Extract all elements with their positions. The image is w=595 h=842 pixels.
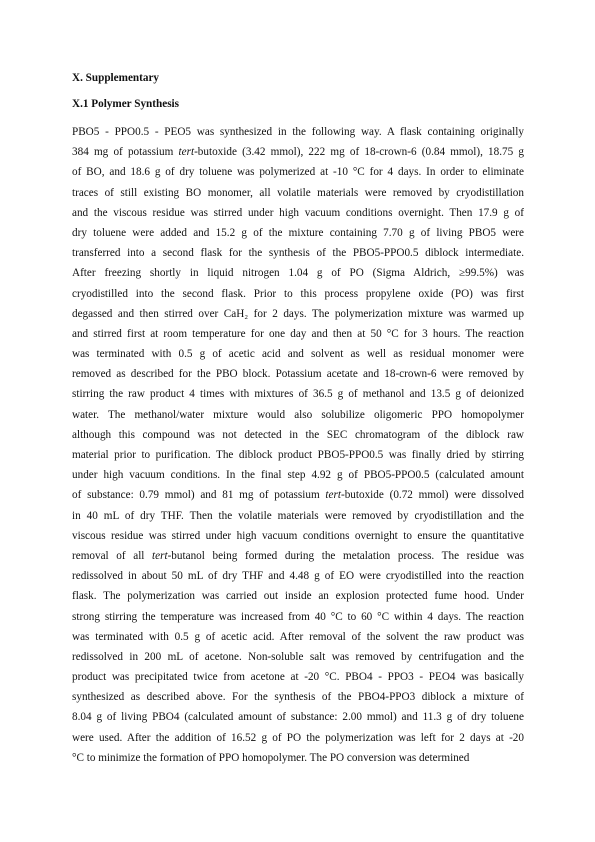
paragraph-line: PBO5 - PPO0.5 - PEO5 was synthesized in the following way. A flask containing originally [72, 126, 524, 138]
section-title: X. Supplementary [72, 72, 160, 84]
paragraph-line: synthesized as described above. For the synthesis of the PBO4-PPO3 diblock a mixture of [72, 691, 524, 704]
paragraph-line: removal of all tert-butanol being formed during the metalation process. The residue was [72, 549, 524, 562]
paragraph-line: was terminated with 0.5 g of acetic acid and solvent as well as residual monomer were [72, 348, 524, 361]
paragraph-line: redissolved in 200 mL of acetone. Non-soluble salt was removed by centrifugation and the [72, 650, 524, 663]
paragraph-line: product was precipitated twice from acetone at -20 °C. PBO4 - PPO3 - PEO4 was basically [72, 671, 524, 684]
subsection-title: X.1 Polymer Synthesis [72, 98, 180, 110]
paragraph-line: and stirred first at room temperature for one day and then at 50 °C for 3 hours. The reaction [72, 327, 524, 340]
paragraph-line: water. The methanol/water mixture would also solubilize oligomeric PPO homopolymer [72, 408, 524, 421]
paragraph-line: and the viscous residue was stirred under high vacuum conditions overnight. Then 17.9 g of [72, 206, 524, 219]
paragraph-line: viscous residue was stirred under high vacuum conditions overnight to ensure the quantitative [72, 529, 524, 542]
paragraph-line: After freezing shortly in liquid nitrogen 1.04 g of PO (Sigma Aldrich, ≥99.5%) was [72, 267, 524, 280]
paragraph-line: strong stirring the temperature was increased from 40 °C to 60 °C within 4 days. The reaction [72, 610, 524, 623]
paragraph-line: flask. The polymerization was carried out inside an explosion protected fume hood. Under [72, 590, 524, 603]
paragraph-line: although this compound was not detected in the SEC chromatogram of the diblock raw [72, 428, 524, 441]
paragraph-line: under high vacuum conditions. In the final step 4.92 g of PBO5-PPO0.5 (calculated amount [72, 469, 524, 482]
body-paragraph [72, 122, 524, 768]
paragraph-line: degassed and then stirred over CaH₂ for 2 days. The polymerization mixture was warmed up [72, 307, 524, 320]
paragraph-line: cryodistilled into the second flask. Prior to this process propylene oxide (PO) was first [72, 287, 524, 300]
paragraph-line: redissolved in about 50 mL of dry THF and 4.48 g of EO were cryodistilled into the reaction [72, 570, 524, 583]
paragraph-line: 8.04 g of living PBO4 (calculated amount of substance: 2.00 mmol) and 11.3 g of dry toluene [72, 711, 524, 724]
paragraph-line: transferred into a second flask for the synthesis of the PBO5-PPO0.5 diblock intermediate. [72, 247, 524, 260]
paragraph-line: 384 mg of potassium tert-butoxide (3.42 mmol), 222 mg of 18-crown-6 (0.84 mmol), 18.75 g [72, 146, 524, 159]
paragraph-line: °C to minimize the formation of PPO homopolymer. The PO conversion was determined [72, 751, 470, 764]
paragraph-line: were used. After the addition of 16.52 g of PO the polymerization was left for 2 days at -20 [72, 731, 524, 744]
paragraph-line: dry toluene were added and 15.2 g of the mixture containing 7.70 g of living PBO5 were [72, 226, 524, 239]
paragraph-line: removed as described for the PBO block. Potassium acetate and 18-crown-6 were removed by [72, 368, 524, 381]
paragraph-line: material prior to purification. The diblock product PBO5-PPO0.5 was finally dried by stirring [72, 449, 524, 461]
paragraph-line: was terminated with 0.5 g of acetic acid. After removal of the solvent the raw product was [72, 630, 524, 643]
paragraph-line: of BO, and 18.6 g of dry toluene was polymerized at -10 °C for 4 days. In order to eliminate [72, 166, 524, 179]
paragraph-line: traces of still existing BO monomer, all volatile materials were removed by cryodistillation [72, 186, 524, 199]
paragraph-line: in 40 mL of dry THF. Then the volatile materials were removed by cryodistillation and the [72, 509, 524, 522]
paragraph-line: of substance: 0.79 mmol) and 81 mg of potassium tert-butoxide (0.72 mmol) were dissolved [72, 489, 524, 502]
paragraph-line: stirring the raw product 4 times with mixtures of 36.5 g of methanol and 13.5 g of deionized [72, 388, 524, 401]
